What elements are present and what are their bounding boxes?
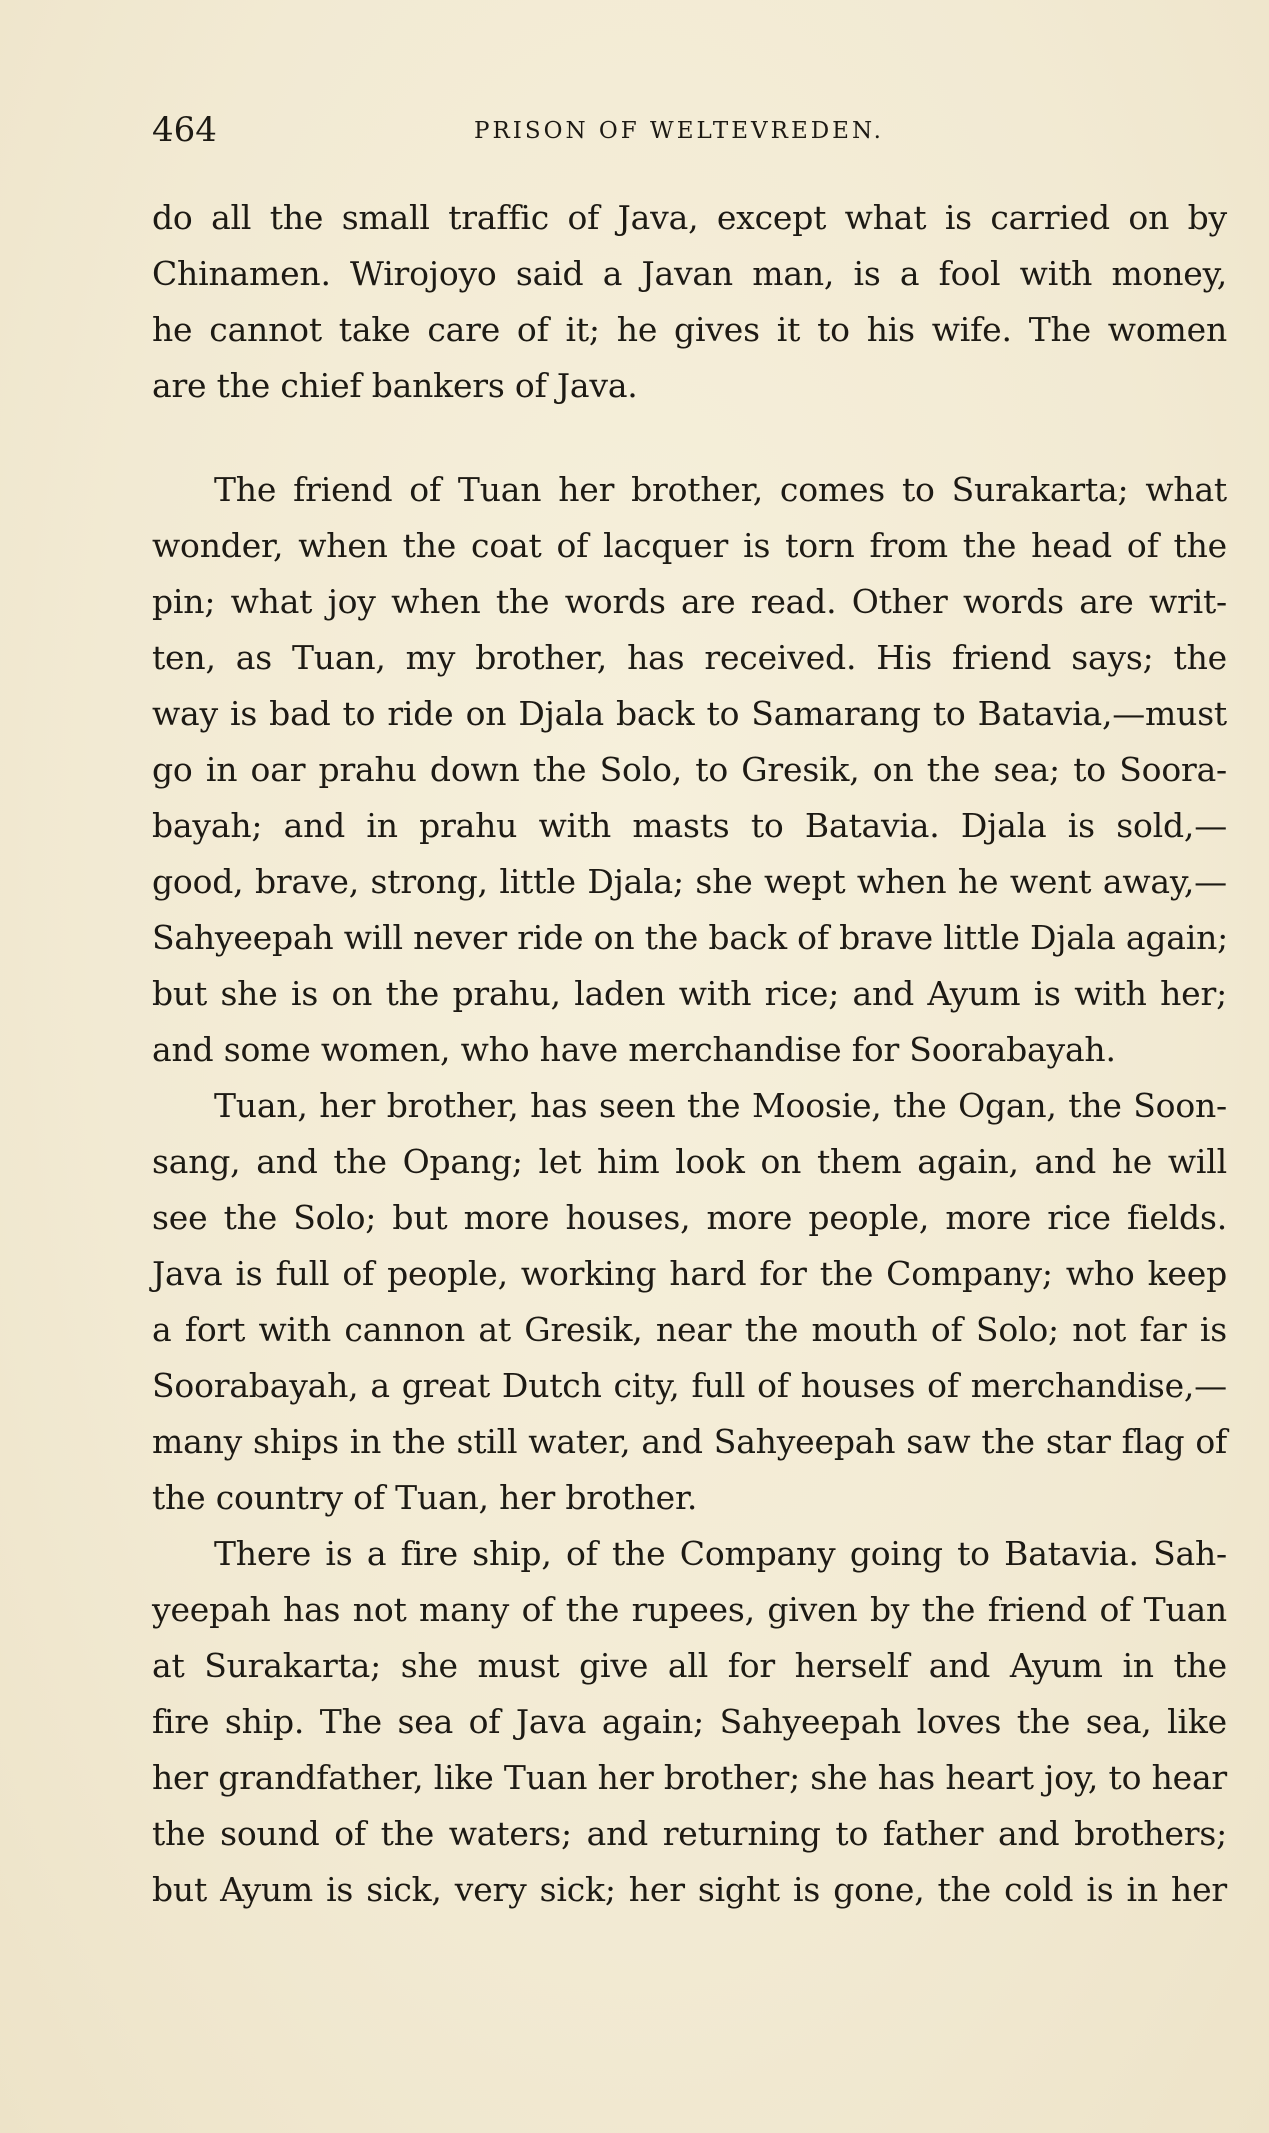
text-line: her grandfather, like Tuan her brother; she has heart joy, to hear — [152, 1758, 1227, 1797]
text-line: good, brave, strong, little Djala; she wept when he went away,— — [152, 862, 1227, 901]
text-line: the sound of the waters; and returning to father and brothers; — [152, 1814, 1227, 1853]
text-line: a fort with cannon at Gresik, near the mouth of Solo; not far is — [152, 1310, 1227, 1349]
text-line: see the Solo; but more houses, more people, more rice fields. — [152, 1198, 1227, 1237]
text-line: at Surakarta; she must give all for herself and Ayum in the — [152, 1646, 1227, 1685]
page-number: 464 — [152, 110, 217, 150]
text-line: but Ayum is sick, very sick; her sight is gone, the cold is in her — [152, 1870, 1227, 1909]
text-line: but she is on the prahu, laden with rice; and Ayum is with her; — [152, 974, 1227, 1013]
text-line: are the chief bankers of Java. — [152, 366, 638, 405]
text-line: the country of Tuan, her brother. — [152, 1478, 698, 1517]
body-text — [152, 190, 1227, 1918]
running-title: PRISON OF WELTEVREDEN. — [474, 118, 884, 144]
text-line: The friend of Tuan her brother, comes to Surakarta; what — [214, 470, 1227, 509]
text-line: Soorabayah, a great Dutch city, full of houses of merchandise,— — [152, 1366, 1227, 1405]
text-line: ten, as Tuan, my brother, has received. His friend says; the — [152, 638, 1227, 677]
text-line: many ships in the still water, and Sahyeepah saw the star flag of — [152, 1422, 1227, 1461]
text-line: and some women, who have merchandise for Soorabayah. — [152, 1030, 1116, 1069]
text-line: fire ship. The sea of Java again; Sahyeepah loves the sea, like — [152, 1702, 1227, 1741]
text-line: yeepah has not many of the rupees, given by the friend of Tuan — [152, 1590, 1227, 1629]
page-header — [152, 110, 1227, 150]
text-line: Chinamen. Wirojoyo said a Javan man, is a fool with money, — [152, 254, 1227, 293]
text-line: wonder, when the coat of lacquer is torn from the head of the — [152, 526, 1227, 565]
text-line: Java is full of people, working hard for the Company; who keep — [152, 1254, 1227, 1293]
text-line: Sahyeepah will never ride on the back of brave little Djala again; — [152, 918, 1229, 957]
text-line: Tuan, her brother, has seen the Moosie, the Ogan, the Soon- — [214, 1086, 1227, 1125]
text-line: There is a fire ship, of the Company going to Batavia. Sah- — [214, 1534, 1227, 1573]
paragraph-gap — [152, 414, 1227, 462]
text-line: pin; what joy when the words are read. Other words are writ- — [152, 582, 1227, 621]
text-line: bayah; and in prahu with masts to Batavia. Djala is sold,— — [152, 806, 1227, 845]
text-line: do all the small traffic of Java, except what is carried on by — [152, 198, 1227, 237]
text-line: sang, and the Opang; let him look on them again, and he will — [152, 1142, 1227, 1181]
text-line: go in oar prahu down the Solo, to Gresik, on the sea; to Soora- — [152, 750, 1227, 789]
text-line: he cannot take care of it; he gives it to his wife. The women — [152, 310, 1227, 349]
text-line: way is bad to ride on Djala back to Samarang to Batavia,—must — [152, 694, 1227, 733]
